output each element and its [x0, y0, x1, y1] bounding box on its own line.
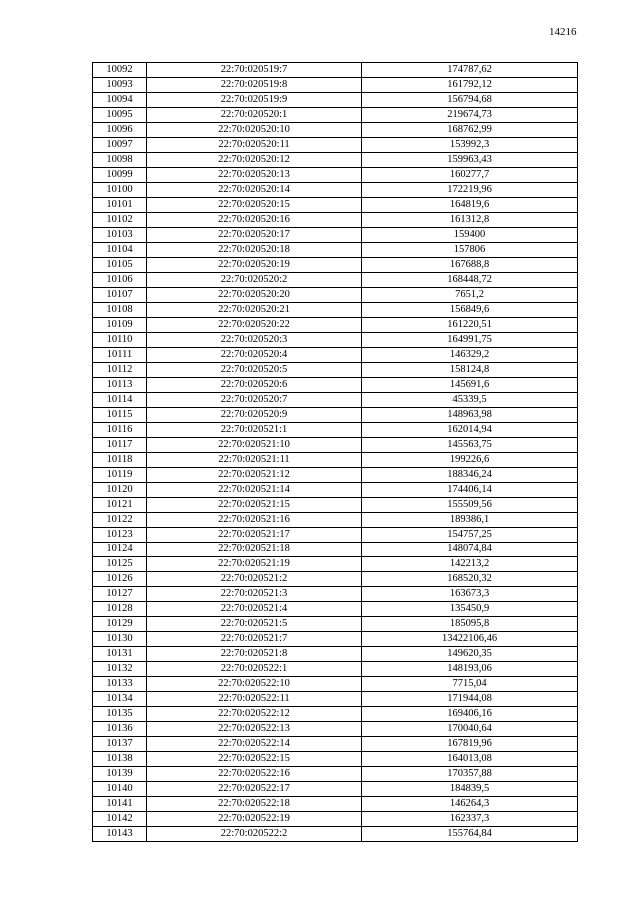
table-row — [93, 437, 578, 452]
cadastral-number-cell: 22:70:020520:9 — [147, 407, 362, 422]
table-row — [93, 182, 578, 197]
table-row — [93, 512, 578, 527]
row-number-cell: 10126 — [93, 572, 147, 587]
cadastral-number-cell: 22:70:020521:7 — [147, 632, 362, 647]
row-number-cell: 10138 — [93, 752, 147, 767]
table-row — [93, 287, 578, 302]
row-number-cell: 10140 — [93, 782, 147, 797]
value-cell: 161792,12 — [362, 77, 578, 92]
cadastral-number-cell: 22:70:020520:12 — [147, 152, 362, 167]
page-number: 14216 — [549, 26, 577, 38]
table-row — [93, 662, 578, 677]
row-number-cell: 10107 — [93, 287, 147, 302]
cadastral-number-cell: 22:70:020521:15 — [147, 497, 362, 512]
cadastral-number-cell: 22:70:020522:14 — [147, 737, 362, 752]
cadastral-number-cell: 22:70:020520:13 — [147, 167, 362, 182]
row-number-cell: 10131 — [93, 647, 147, 662]
cadastral-number-cell: 22:70:020521:5 — [147, 617, 362, 632]
table-row — [93, 767, 578, 782]
table-row — [93, 347, 578, 362]
cadastral-number-cell: 22:70:020522:18 — [147, 797, 362, 812]
value-cell: 167688,8 — [362, 257, 578, 272]
value-cell: 156849,6 — [362, 302, 578, 317]
cadastral-number-cell: 22:70:020520:22 — [147, 317, 362, 332]
cadastral-number-cell: 22:70:020521:14 — [147, 482, 362, 497]
table-row — [93, 362, 578, 377]
row-number-cell: 10119 — [93, 467, 147, 482]
table-row — [93, 632, 578, 647]
table-row — [93, 452, 578, 467]
cadastral-number-cell: 22:70:020521:12 — [147, 467, 362, 482]
value-cell: 155764,84 — [362, 827, 578, 842]
row-number-cell: 10135 — [93, 707, 147, 722]
value-cell: 172219,96 — [362, 182, 578, 197]
value-cell: 156794,68 — [362, 92, 578, 107]
cadastral-number-cell: 22:70:020520:14 — [147, 182, 362, 197]
row-number-cell: 10121 — [93, 497, 147, 512]
value-cell: 163673,3 — [362, 587, 578, 602]
cadastral-number-cell: 22:70:020520:4 — [147, 347, 362, 362]
cadastral-number-cell: 22:70:020520:10 — [147, 122, 362, 137]
value-cell: 157806 — [362, 242, 578, 257]
table-row — [93, 107, 578, 122]
cadastral-number-cell: 22:70:020520:16 — [147, 212, 362, 227]
value-cell: 174787,62 — [362, 63, 578, 78]
table-row — [93, 227, 578, 242]
value-cell: 155509,56 — [362, 497, 578, 512]
table-row — [93, 677, 578, 692]
row-number-cell: 10112 — [93, 362, 147, 377]
table-row — [93, 92, 578, 107]
table-body — [93, 63, 578, 842]
row-number-cell: 10132 — [93, 662, 147, 677]
row-number-cell: 10134 — [93, 692, 147, 707]
value-cell: 168448,72 — [362, 272, 578, 287]
table-row — [93, 77, 578, 92]
value-cell: 149620,35 — [362, 647, 578, 662]
row-number-cell: 10103 — [93, 227, 147, 242]
value-cell: 184839,5 — [362, 782, 578, 797]
row-number-cell: 10123 — [93, 527, 147, 542]
cadastral-number-cell: 22:70:020520:21 — [147, 302, 362, 317]
row-number-cell: 10128 — [93, 602, 147, 617]
cadastral-number-cell: 22:70:020520:15 — [147, 197, 362, 212]
row-number-cell: 10097 — [93, 137, 147, 152]
row-number-cell: 10122 — [93, 512, 147, 527]
value-cell: 164991,75 — [362, 332, 578, 347]
table-row — [93, 827, 578, 842]
value-cell: 159400 — [362, 227, 578, 242]
row-number-cell: 10133 — [93, 677, 147, 692]
value-cell: 45339,5 — [362, 392, 578, 407]
value-cell: 162014,94 — [362, 422, 578, 437]
value-cell: 146329,2 — [362, 347, 578, 362]
row-number-cell: 10113 — [93, 377, 147, 392]
row-number-cell: 10109 — [93, 317, 147, 332]
table-row — [93, 617, 578, 632]
row-number-cell: 10118 — [93, 452, 147, 467]
table-row — [93, 212, 578, 227]
table-row — [93, 572, 578, 587]
table-row — [93, 707, 578, 722]
value-cell: 145691,6 — [362, 377, 578, 392]
value-cell: 159963,43 — [362, 152, 578, 167]
row-number-cell: 10143 — [93, 827, 147, 842]
cadastral-number-cell: 22:70:020521:19 — [147, 557, 362, 572]
table-row — [93, 752, 578, 767]
cadastral-number-cell: 22:70:020521:3 — [147, 587, 362, 602]
value-cell: 161220,51 — [362, 317, 578, 332]
cadastral-number-cell: 22:70:020520:11 — [147, 137, 362, 152]
row-number-cell: 10101 — [93, 197, 147, 212]
cadastral-number-cell: 22:70:020521:2 — [147, 572, 362, 587]
value-cell: 169406,16 — [362, 707, 578, 722]
value-cell: 158124,8 — [362, 362, 578, 377]
row-number-cell: 10120 — [93, 482, 147, 497]
row-number-cell: 10125 — [93, 557, 147, 572]
table-row — [93, 542, 578, 557]
value-cell: 164013,08 — [362, 752, 578, 767]
row-number-cell: 10108 — [93, 302, 147, 317]
cadastral-number-cell: 22:70:020520:17 — [147, 227, 362, 242]
table-row — [93, 482, 578, 497]
cadastral-number-cell: 22:70:020521:1 — [147, 422, 362, 437]
value-cell: 170040,64 — [362, 722, 578, 737]
table-row — [93, 122, 578, 137]
value-cell: 168762,99 — [362, 122, 578, 137]
value-cell: 185095,8 — [362, 617, 578, 632]
row-number-cell: 10096 — [93, 122, 147, 137]
row-number-cell: 10139 — [93, 767, 147, 782]
cadastral-number-cell: 22:70:020522:17 — [147, 782, 362, 797]
table-row — [93, 332, 578, 347]
row-number-cell: 10104 — [93, 242, 147, 257]
cadastral-number-cell: 22:70:020520:5 — [147, 362, 362, 377]
row-number-cell: 10127 — [93, 587, 147, 602]
data-table — [92, 62, 578, 842]
table-row — [93, 587, 578, 602]
value-cell: 7715,04 — [362, 677, 578, 692]
table-row — [93, 647, 578, 662]
value-cell: 148963,98 — [362, 407, 578, 422]
value-cell: 170357,88 — [362, 767, 578, 782]
row-number-cell: 10116 — [93, 422, 147, 437]
value-cell: 188346,24 — [362, 467, 578, 482]
cadastral-number-cell: 22:70:020520:18 — [147, 242, 362, 257]
cadastral-number-cell: 22:70:020521:16 — [147, 512, 362, 527]
row-number-cell: 10129 — [93, 617, 147, 632]
table-row — [93, 812, 578, 827]
table-row — [93, 467, 578, 482]
cadastral-number-cell: 22:70:020522:13 — [147, 722, 362, 737]
cadastral-number-cell: 22:70:020521:11 — [147, 452, 362, 467]
table-row — [93, 167, 578, 182]
cadastral-number-cell: 22:70:020522:15 — [147, 752, 362, 767]
table-row — [93, 557, 578, 572]
cadastral-number-cell: 22:70:020520:2 — [147, 272, 362, 287]
value-cell: 7651,2 — [362, 287, 578, 302]
cadastral-number-cell: 22:70:020522:16 — [147, 767, 362, 782]
cadastral-number-cell: 22:70:020520:19 — [147, 257, 362, 272]
row-number-cell: 10095 — [93, 107, 147, 122]
value-cell: 146264,3 — [362, 797, 578, 812]
table-row — [93, 422, 578, 437]
table-row — [93, 407, 578, 422]
value-cell: 148074,84 — [362, 542, 578, 557]
table-row — [93, 272, 578, 287]
table-row — [93, 797, 578, 812]
value-cell: 142213,2 — [362, 557, 578, 572]
row-number-cell: 10136 — [93, 722, 147, 737]
cadastral-number-cell: 22:70:020522:12 — [147, 707, 362, 722]
row-number-cell: 10099 — [93, 167, 147, 182]
row-number-cell: 10093 — [93, 77, 147, 92]
value-cell: 174406,14 — [362, 482, 578, 497]
row-number-cell: 10141 — [93, 797, 147, 812]
cadastral-number-cell: 22:70:020520:20 — [147, 287, 362, 302]
table-row — [93, 63, 578, 78]
table-row — [93, 377, 578, 392]
value-cell: 13422106,46 — [362, 632, 578, 647]
value-cell: 168520,32 — [362, 572, 578, 587]
row-number-cell: 10130 — [93, 632, 147, 647]
row-number-cell: 10111 — [93, 347, 147, 362]
value-cell: 164819,6 — [362, 197, 578, 212]
value-cell: 219674,73 — [362, 107, 578, 122]
table-row — [93, 137, 578, 152]
value-cell: 148193,06 — [362, 662, 578, 677]
table-row — [93, 602, 578, 617]
table-row — [93, 242, 578, 257]
table-row — [93, 392, 578, 407]
table-row — [93, 257, 578, 272]
row-number-cell: 10137 — [93, 737, 147, 752]
value-cell: 199226,6 — [362, 452, 578, 467]
value-cell: 161312,8 — [362, 212, 578, 227]
row-number-cell: 10115 — [93, 407, 147, 422]
cadastral-number-cell: 22:70:020522:2 — [147, 827, 362, 842]
row-number-cell: 10117 — [93, 437, 147, 452]
value-cell: 135450,9 — [362, 602, 578, 617]
table-row — [93, 737, 578, 752]
table-row — [93, 722, 578, 737]
value-cell: 171944,08 — [362, 692, 578, 707]
value-cell: 167819,96 — [362, 737, 578, 752]
table-row — [93, 317, 578, 332]
row-number-cell: 10098 — [93, 152, 147, 167]
table-row — [93, 302, 578, 317]
table-row — [93, 497, 578, 512]
row-number-cell: 10100 — [93, 182, 147, 197]
row-number-cell: 10094 — [93, 92, 147, 107]
row-number-cell: 10114 — [93, 392, 147, 407]
cadastral-number-cell: 22:70:020520:7 — [147, 392, 362, 407]
value-cell: 145563,75 — [362, 437, 578, 452]
cadastral-number-cell: 22:70:020521:4 — [147, 602, 362, 617]
cadastral-number-cell: 22:70:020522:1 — [147, 662, 362, 677]
value-cell: 153992,3 — [362, 137, 578, 152]
cadastral-number-cell: 22:70:020521:18 — [147, 542, 362, 557]
cadastral-number-cell: 22:70:020519:7 — [147, 63, 362, 78]
table-row — [93, 527, 578, 542]
row-number-cell: 10105 — [93, 257, 147, 272]
row-number-cell: 10102 — [93, 212, 147, 227]
row-number-cell: 10142 — [93, 812, 147, 827]
cadastral-number-cell: 22:70:020522:19 — [147, 812, 362, 827]
cadastral-number-cell: 22:70:020521:10 — [147, 437, 362, 452]
cadastral-number-cell: 22:70:020520:6 — [147, 377, 362, 392]
row-number-cell: 10124 — [93, 542, 147, 557]
table-row — [93, 782, 578, 797]
value-cell: 154757,25 — [362, 527, 578, 542]
row-number-cell: 10092 — [93, 63, 147, 78]
cadastral-number-cell: 22:70:020521:17 — [147, 527, 362, 542]
row-number-cell: 10110 — [93, 332, 147, 347]
cadastral-number-cell: 22:70:020519:8 — [147, 77, 362, 92]
table-row — [93, 197, 578, 212]
cadastral-number-cell: 22:70:020519:9 — [147, 92, 362, 107]
cadastral-number-cell: 22:70:020520:1 — [147, 107, 362, 122]
value-cell: 189386,1 — [362, 512, 578, 527]
cadastral-number-cell: 22:70:020521:8 — [147, 647, 362, 662]
cadastral-number-cell: 22:70:020520:3 — [147, 332, 362, 347]
row-number-cell: 10106 — [93, 272, 147, 287]
cadastral-number-cell: 22:70:020522:10 — [147, 677, 362, 692]
value-cell: 160277,7 — [362, 167, 578, 182]
value-cell: 162337,3 — [362, 812, 578, 827]
table-row — [93, 692, 578, 707]
cadastral-number-cell: 22:70:020522:11 — [147, 692, 362, 707]
table-row — [93, 152, 578, 167]
